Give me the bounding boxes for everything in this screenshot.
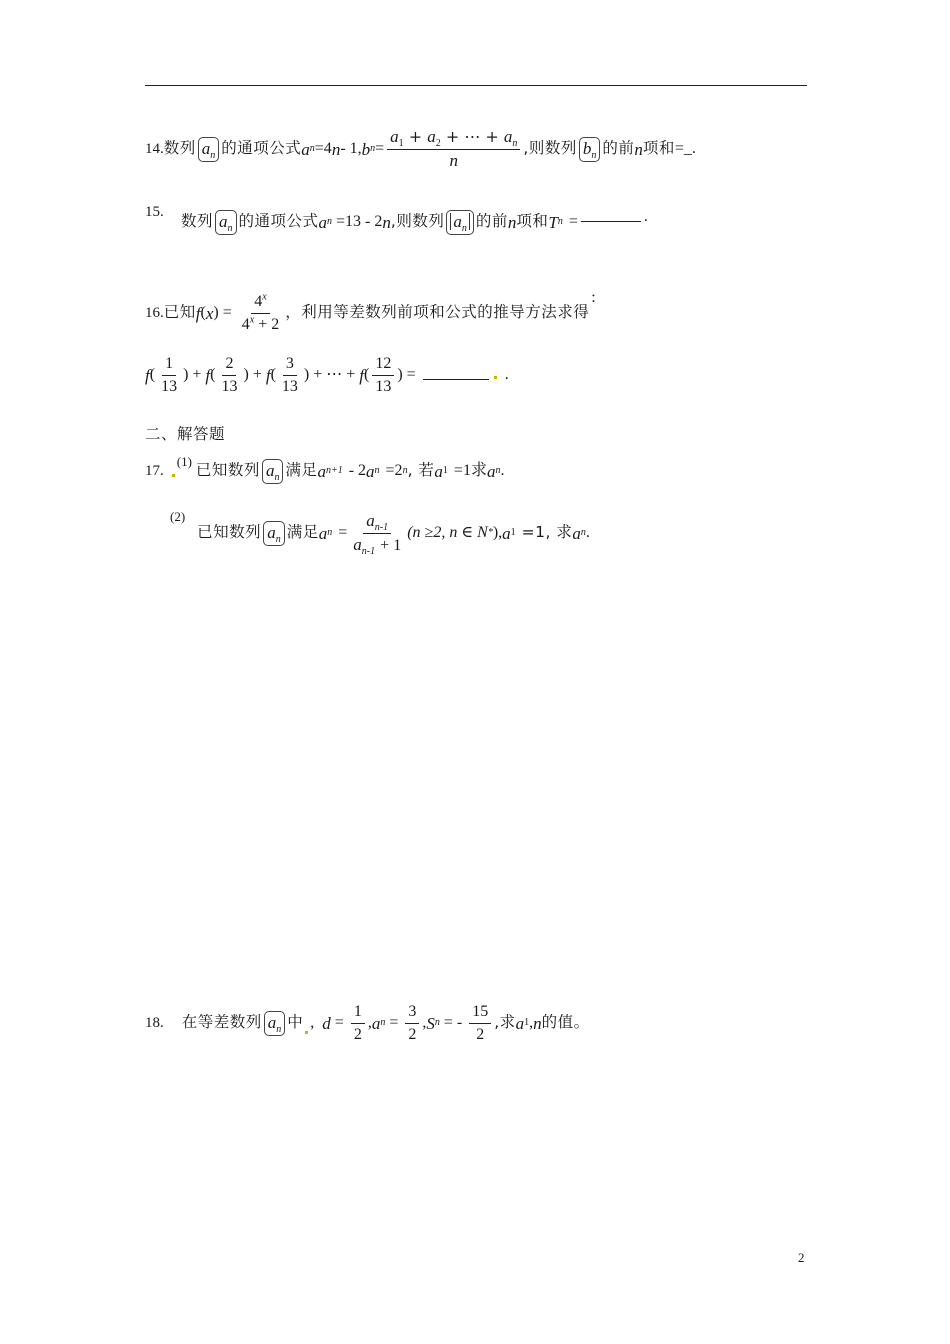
question-18: 18. 在等差数列 $a_n$ 中 , d = $\frac{1}{2}$ , a n = $\frac{3}{2}$ , S n = - $\frac{15}{2}$ ,求 a 1 , n 的值。 bbox=[145, 1002, 590, 1043]
question-number: 14. bbox=[145, 140, 164, 157]
question-number: 17. bbox=[145, 462, 164, 479]
set-a-n: $a_n$ bbox=[263, 521, 285, 546]
answer-blank bbox=[423, 378, 489, 380]
question-number: 15. bbox=[145, 204, 164, 220]
set-a-n: $a_n$ bbox=[264, 1011, 286, 1036]
question-number: 16. bbox=[145, 304, 164, 321]
section-title: 二、解答题 bbox=[145, 425, 226, 443]
question-17-part-1: 17. (1) 已知数列 $a_n$ 满足 a n+1 - 2 a n =2 n , 若 a 1 =1求 a n . bbox=[145, 454, 505, 483]
set-b-n: $b_n$ bbox=[579, 137, 601, 162]
question-17-part-2: (2) 已知数列 $a_n$ 满足 a n = $\frac{a_{n-1}}{a_{n-1} + 1}$ (n ≥2, n ∈ N * ), a 1 =1, 求 a n . bbox=[170, 509, 590, 557]
set-a-n: $a_n$ bbox=[262, 459, 284, 484]
set-a-n: $a_n$ bbox=[215, 210, 237, 235]
marker-dot bbox=[305, 1031, 308, 1034]
set-abs-a-n: $a_n$ bbox=[446, 210, 474, 235]
question-16: 16. 已知 f ( x ) = $\frac{4^x}{4^x + 2}$ ，利用等差数列前项和公式的推导方法求得 : bbox=[145, 289, 596, 333]
marker-dot bbox=[172, 474, 175, 477]
recurrence-fraction: $\frac{a_{n-1}}{a_{n-1} + 1}$ bbox=[353, 510, 402, 557]
set-a-n: $a_n$ bbox=[198, 137, 220, 162]
page-number: 2 bbox=[798, 1250, 805, 1265]
header-rule bbox=[145, 85, 807, 86]
function-fraction: $\frac{4^x}{4^x + 2}$ bbox=[241, 291, 280, 333]
marker-dot bbox=[494, 376, 497, 379]
question-15: 数列 $a_n$ 的通项公式 a n =13 - 2 n ,则数列 $a_n$ 的前 n 项和 T n = . bbox=[181, 208, 648, 234]
fraction-mean: $\frac{a_1 + a_2 + \cdots + a_n}{n}$ bbox=[387, 128, 520, 170]
answer-blank bbox=[581, 220, 641, 222]
question-number: 18. bbox=[145, 1014, 164, 1031]
question-14: 14. 数列 $a_n$ 的通项公式 a n =4 n - 1, b n = $\frac{a_1 + a_2 + \cdots + a_n}{n}$ ,则数列 $b_n$ 的前 n 项和 =_. bbox=[145, 126, 696, 170]
question-16-sum: f ( $\frac{1}{13}$ ) + f ( $\frac{2}{13}$ ) + f ( $\frac{3}{13}$ ) + ⋯ + f ( $\frac{12}{13}$ ) = . bbox=[145, 354, 509, 395]
